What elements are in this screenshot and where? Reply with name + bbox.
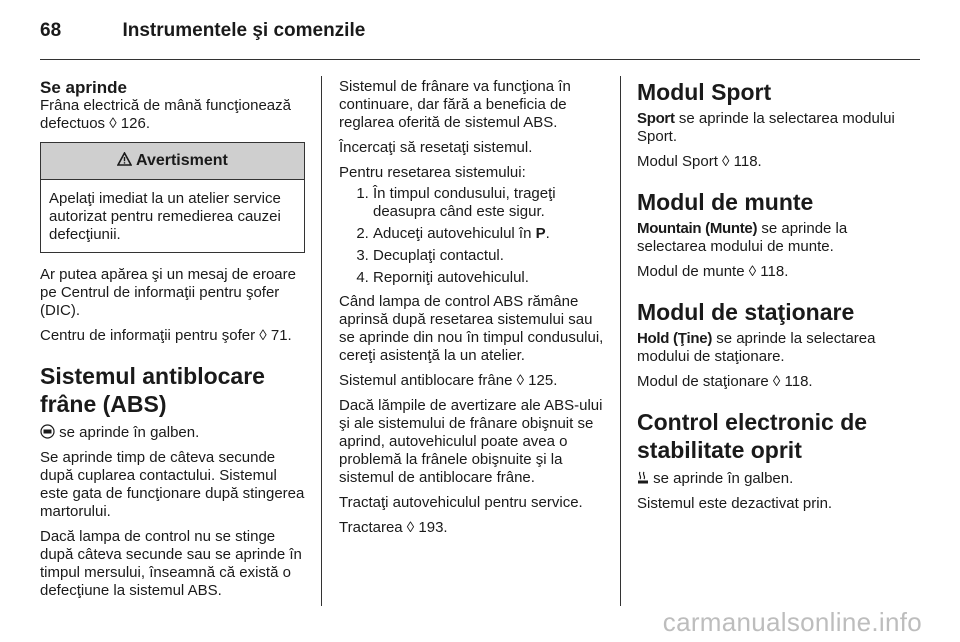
esc-text: se aprinde în galben. xyxy=(653,470,794,487)
page-number: 68 xyxy=(40,20,62,41)
list-item: 3. Decuplaţi contactul. xyxy=(373,247,607,265)
heading-munte: Modul de munte xyxy=(637,189,814,215)
heading-stationare: Modul de staţionare xyxy=(637,299,855,325)
paragraph xyxy=(40,424,305,442)
page-header xyxy=(40,20,365,50)
watermark: carmanualsonline.info xyxy=(662,607,922,637)
heading-esc: Control electronic de stabilitate oprit xyxy=(637,409,868,463)
paragraph: Sistemul antiblocare frâne ◊ 125. xyxy=(339,372,558,389)
warning-header xyxy=(41,143,304,180)
paragraph: Sistemul este dezactivat prin. xyxy=(637,495,833,512)
paragraph: Ar putea apărea şi un mesaj de eroare pe Centrul de informaţii pentru şofer (DIC). xyxy=(40,266,296,319)
paragraph: Încercaţi să resetaţi sistemul. xyxy=(339,139,533,156)
column-2 xyxy=(339,78,607,544)
paragraph: Hold (Ţine) se aprinde la selectarea modului de staţionare. xyxy=(637,330,876,365)
warning-triangle-icon xyxy=(117,152,136,169)
column-divider xyxy=(321,76,322,606)
header-rule xyxy=(40,59,920,60)
paragraph: Pentru resetarea sistemului: xyxy=(339,164,526,181)
column-divider xyxy=(620,76,621,606)
reset-steps-list xyxy=(339,185,607,287)
abs-icon xyxy=(40,424,55,441)
paragraph: Mountain (Munte) se aprinde la selectarea modului de munte. xyxy=(637,220,848,255)
paragraph: Când lampa de control ABS rămâne aprinsă după resetarea sistemului sau se aprinde din nou în timpul condusului, cereţi asistenţă la un atelier. xyxy=(339,293,604,364)
paragraph: Centru de informaţii pentru şofer ◊ 71. xyxy=(40,327,292,344)
paragraph: Dacă lampa de control nu se stinge după câteva secunde sau se aprinde în timpul mersului, înseamnă că există o defecţiune la sistemul ABS. xyxy=(40,528,302,599)
column-1 xyxy=(40,78,305,607)
esc-off-icon xyxy=(637,470,649,487)
warning-box xyxy=(40,142,305,253)
paragraph: Tractaţi autovehiculul pentru service. xyxy=(339,494,583,511)
paragraph: Tractarea ◊ 193. xyxy=(339,519,448,536)
heading-abs: Sistemul antiblocare frâne (ABS) xyxy=(40,363,265,417)
paragraph: Dacă lămpile de avertizare ale ABS-ului şi ale sistemului de frânare obişnuit se aprind, autovehiculul poate avea o problemă la frânele obişnuite şi la sistemul de antiblocare frâne. xyxy=(339,397,603,486)
paragraph: Sport se aprinde la selectarea modului Sport. xyxy=(637,110,895,145)
paragraph: Frâna electrică de mână funcţionează defectuos ◊ 126. xyxy=(40,97,291,132)
paragraph: Se aprinde timp de câteva secunde după cuplarea contactului. Sistemul este gata de funcţionare după stingerea martorului. xyxy=(40,449,305,520)
heading-se-aprinde: Se aprinde xyxy=(40,78,127,97)
column-3 xyxy=(637,78,917,520)
warning-text: Apelaţi imediat la un atelier service autorizat pentru remedierea cauzei defecţiunii. xyxy=(49,190,281,243)
abs-text: se aprinde în galben. xyxy=(59,424,200,441)
paragraph: Modul de staţionare ◊ 118. xyxy=(637,373,813,390)
paragraph: Sistemul de frânare va funcţiona în continuare, dar fără a beneficia de reglarea oferită de sistemul ABS. xyxy=(339,78,571,131)
heading-sport: Modul Sport xyxy=(637,79,772,105)
chapter-title: Instrumentele şi comenzile xyxy=(122,20,366,41)
warning-title: Avertisment xyxy=(135,152,228,169)
paragraph: Modul Sport ◊ 118. xyxy=(637,153,762,170)
list-item: 4. Reporniţi autovehiculul. xyxy=(373,269,607,287)
paragraph xyxy=(637,470,917,488)
list-item: 2. Aduceţi autovehiculul în P. xyxy=(373,225,607,243)
paragraph: Modul de munte ◊ 118. xyxy=(637,263,789,280)
list-item: 1. În timpul condusului, trageţi deasupra când este sigur. xyxy=(373,185,607,221)
